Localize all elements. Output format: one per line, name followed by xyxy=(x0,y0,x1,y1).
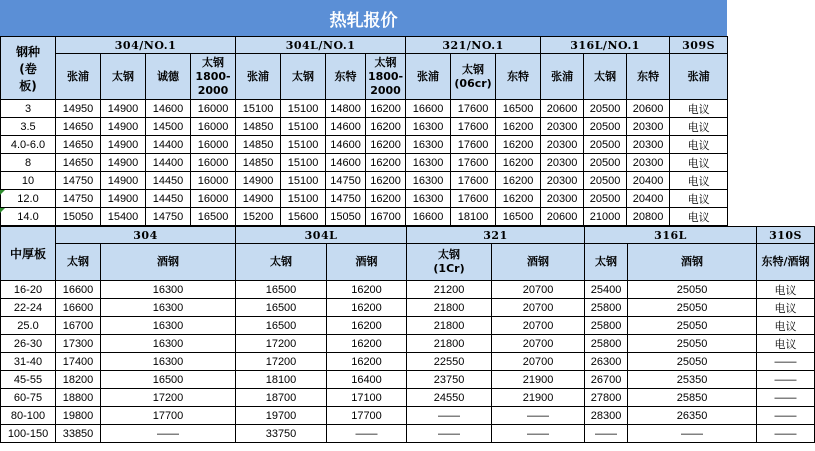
price-cell: 16700 xyxy=(366,208,406,226)
price-cell: 14600 xyxy=(326,154,366,172)
price-cell: 17700 xyxy=(327,407,407,425)
mill-header: 酒钢 xyxy=(101,244,236,281)
mill-header: 诚德 xyxy=(146,54,191,100)
thickness-label: 3.5 xyxy=(1,118,56,136)
price-cell: 18700 xyxy=(236,389,327,407)
thickness-label: 60-75 xyxy=(1,389,56,407)
price-cell: 16600 xyxy=(406,208,451,226)
thickness-label: 45-55 xyxy=(1,371,56,389)
price-cell: 21000 xyxy=(584,208,627,226)
grade-header: 304L/NO.1 xyxy=(236,37,406,54)
price-cell: 16500 xyxy=(236,317,327,335)
price-cell: 25800 xyxy=(585,335,628,353)
price-cell: 16600 xyxy=(56,299,101,317)
price-cell: 16200 xyxy=(327,335,407,353)
mill-header: 张浦 xyxy=(670,54,728,100)
price-cell: 20400 xyxy=(627,172,670,190)
price-cell: 17200 xyxy=(236,335,327,353)
price-cell: 27800 xyxy=(585,389,628,407)
corner-header: 中厚板 xyxy=(1,227,56,281)
price-cell: 14600 xyxy=(326,136,366,154)
price-cell: 14800 xyxy=(326,100,366,118)
price-cell: 16300 xyxy=(101,353,236,371)
price-cell: 20500 xyxy=(584,154,627,172)
price-cell: 20700 xyxy=(492,317,585,335)
price-cell: 16500 xyxy=(101,371,236,389)
price-cell: 28300 xyxy=(585,407,628,425)
mill-header: 东特 xyxy=(627,54,670,100)
price-cell: 15100 xyxy=(236,100,281,118)
price-cell: 14900 xyxy=(101,154,146,172)
price-cell: 20300 xyxy=(541,190,584,208)
price-cell: 20600 xyxy=(541,208,584,226)
price-cell: 25050 xyxy=(628,281,757,299)
price-cell: 14750 xyxy=(56,172,101,190)
price-cell: 16000 xyxy=(191,118,236,136)
price-cell: 16200 xyxy=(496,172,541,190)
price-cell: 20500 xyxy=(584,118,627,136)
price-cell: 电议 xyxy=(670,190,728,208)
price-cell: 33850 xyxy=(56,425,101,443)
table-row xyxy=(1,208,728,226)
corner-header: 钢种 (卷 板) xyxy=(1,37,56,100)
table-row xyxy=(1,407,815,425)
price-cell: 17300 xyxy=(56,335,101,353)
price-cell: 25050 xyxy=(628,299,757,317)
table-row xyxy=(1,118,728,136)
price-cell: 16000 xyxy=(191,100,236,118)
price-cell: 19800 xyxy=(56,407,101,425)
table-row xyxy=(1,299,815,317)
table-row xyxy=(1,317,815,335)
price-cell: 15100 xyxy=(281,100,326,118)
mill-header: 太钢 xyxy=(236,244,327,281)
price-cell: 16600 xyxy=(406,100,451,118)
mill-header: 张浦 xyxy=(406,54,451,100)
price-cell: 电议 xyxy=(670,118,728,136)
price-cell: 14850 xyxy=(236,136,281,154)
price-cell: 电议 xyxy=(757,335,815,353)
price-cell: 16000 xyxy=(191,154,236,172)
grade-header: 310S xyxy=(757,227,815,244)
price-cell: 16500 xyxy=(496,100,541,118)
price-cell: 20700 xyxy=(492,335,585,353)
price-cell: 17600 xyxy=(451,100,496,118)
price-cell: 20700 xyxy=(492,281,585,299)
price-cell: 25050 xyxy=(628,335,757,353)
price-cell: 16500 xyxy=(496,208,541,226)
price-cell: 20500 xyxy=(584,136,627,154)
mill-header: 太钢 1800- 2000 xyxy=(191,54,236,100)
price-cell: 33750 xyxy=(236,425,327,443)
price-cell: 26700 xyxy=(585,371,628,389)
sheet-title: 热轧报价 xyxy=(0,0,727,36)
price-cell: 14450 xyxy=(146,172,191,190)
price-cell: 14900 xyxy=(236,172,281,190)
grade-header: 304L xyxy=(236,227,407,244)
price-cell: 16200 xyxy=(496,118,541,136)
price-cell: 16300 xyxy=(101,317,236,335)
price-cell: 20800 xyxy=(627,208,670,226)
mill-header: 东特 xyxy=(326,54,366,100)
table-row xyxy=(1,425,815,443)
price-cell: 20300 xyxy=(541,154,584,172)
price-cell: 16200 xyxy=(496,190,541,208)
grade-header: 321 xyxy=(407,227,585,244)
price-cell: 20600 xyxy=(627,100,670,118)
price-cell: 15600 xyxy=(281,208,326,226)
price-cell: 16500 xyxy=(191,208,236,226)
price-cell: 16000 xyxy=(191,172,236,190)
price-cell: 电议 xyxy=(757,281,815,299)
price-cell: 14900 xyxy=(101,118,146,136)
price-cell: 15100 xyxy=(281,154,326,172)
price-cell: 16300 xyxy=(101,335,236,353)
grade-header: 316L xyxy=(585,227,757,244)
price-cell: 14750 xyxy=(146,208,191,226)
price-cell: 24550 xyxy=(407,389,492,407)
price-cell: —— xyxy=(757,389,815,407)
price-cell: 16200 xyxy=(366,190,406,208)
price-cell: 23750 xyxy=(407,371,492,389)
price-cell: 19700 xyxy=(236,407,327,425)
price-cell: 17400 xyxy=(56,353,101,371)
price-cell: 16200 xyxy=(327,353,407,371)
price-cell: 15100 xyxy=(281,190,326,208)
price-cell: 20300 xyxy=(541,136,584,154)
price-cell: 16300 xyxy=(406,136,451,154)
table-row xyxy=(1,335,815,353)
table-row xyxy=(1,389,815,407)
price-cell: 16200 xyxy=(366,154,406,172)
mill-header: 太钢 xyxy=(281,54,326,100)
price-cell: 17200 xyxy=(236,353,327,371)
price-cell: 21800 xyxy=(407,335,492,353)
price-cell: —— xyxy=(492,425,585,443)
price-cell: 14650 xyxy=(56,136,101,154)
price-cell: 16300 xyxy=(101,299,236,317)
price-cell: 16200 xyxy=(366,136,406,154)
price-cell: 20500 xyxy=(584,172,627,190)
thickness-label: 16-20 xyxy=(1,281,56,299)
price-cell: 17600 xyxy=(451,136,496,154)
mill-header: 太钢 xyxy=(585,244,628,281)
price-cell: 20300 xyxy=(627,118,670,136)
price-cell: 20400 xyxy=(627,190,670,208)
price-cell: 15200 xyxy=(236,208,281,226)
table-row xyxy=(1,136,728,154)
mill-header: 酒钢 xyxy=(327,244,407,281)
price-cell: 20500 xyxy=(584,190,627,208)
thickness-label: 31-40 xyxy=(1,353,56,371)
mill-header: 张浦 xyxy=(56,54,101,100)
price-cell: 17100 xyxy=(327,389,407,407)
mill-header: 太钢 (06cr) xyxy=(451,54,496,100)
price-cell: 20600 xyxy=(541,100,584,118)
price-cell: 14850 xyxy=(236,118,281,136)
price-cell: 16200 xyxy=(366,172,406,190)
price-cell: 15400 xyxy=(101,208,146,226)
price-cell: 16200 xyxy=(327,317,407,335)
price-cell: 16300 xyxy=(406,172,451,190)
price-cell: 26300 xyxy=(585,353,628,371)
price-cell: —— xyxy=(101,425,236,443)
price-cell: 17600 xyxy=(451,190,496,208)
price-cell: 16500 xyxy=(236,299,327,317)
price-cell: 25400 xyxy=(585,281,628,299)
thickness-label: 26-30 xyxy=(1,335,56,353)
price-cell: 16300 xyxy=(101,281,236,299)
hot-rolled-table xyxy=(0,36,728,226)
mill-header: 张浦 xyxy=(236,54,281,100)
price-cell: 16300 xyxy=(406,118,451,136)
price-cell: 16000 xyxy=(191,136,236,154)
price-cell: 14400 xyxy=(146,136,191,154)
price-cell: 25050 xyxy=(628,353,757,371)
grade-header: 321/NO.1 xyxy=(406,37,541,54)
price-cell: 18800 xyxy=(56,389,101,407)
price-cell: 16200 xyxy=(327,299,407,317)
price-cell: 18100 xyxy=(236,371,327,389)
price-cell: 20700 xyxy=(492,299,585,317)
price-cell: 20300 xyxy=(541,172,584,190)
thickness-label: 100-150 xyxy=(1,425,56,443)
price-cell: 16400 xyxy=(327,371,407,389)
price-cell: 21900 xyxy=(492,389,585,407)
price-cell: 16200 xyxy=(327,281,407,299)
mill-header: 酒钢 xyxy=(492,244,585,281)
table-row xyxy=(1,172,728,190)
price-cell: 14900 xyxy=(101,172,146,190)
price-cell: 18200 xyxy=(56,371,101,389)
grade-header: 316L/NO.1 xyxy=(541,37,670,54)
price-cell: 25850 xyxy=(628,389,757,407)
medium-plate-table xyxy=(0,226,815,443)
thickness-label: 25.0 xyxy=(1,317,56,335)
price-cell: 25800 xyxy=(585,317,628,335)
mill-header: 太钢 xyxy=(101,54,146,100)
price-cell: 15100 xyxy=(281,172,326,190)
table-row xyxy=(1,154,728,172)
price-cell: 14750 xyxy=(326,190,366,208)
thickness-label: 8 xyxy=(1,154,56,172)
price-cell: 20700 xyxy=(492,353,585,371)
price-cell: 14750 xyxy=(56,190,101,208)
price-cell: 14900 xyxy=(101,100,146,118)
thickness-label: 12.0 xyxy=(1,190,56,208)
price-cell: 14750 xyxy=(326,172,366,190)
price-cell: 17600 xyxy=(451,118,496,136)
price-cell: —— xyxy=(757,425,815,443)
thickness-label: 4.0-6.0 xyxy=(1,136,56,154)
price-cell: 16200 xyxy=(496,136,541,154)
price-cell: 14650 xyxy=(56,154,101,172)
mill-header: 酒钢 xyxy=(628,244,757,281)
price-cell: 电议 xyxy=(670,154,728,172)
price-cell: 电议 xyxy=(670,172,728,190)
price-cell: —— xyxy=(757,407,815,425)
thickness-label: 3 xyxy=(1,100,56,118)
table-row xyxy=(1,100,728,118)
mill-header: 太钢 xyxy=(584,54,627,100)
price-cell: 14900 xyxy=(236,190,281,208)
price-cell: 16200 xyxy=(366,118,406,136)
price-cell: 14600 xyxy=(326,118,366,136)
price-cell: 20300 xyxy=(627,154,670,172)
price-cell: —— xyxy=(492,407,585,425)
price-cell: 15100 xyxy=(281,136,326,154)
price-cell: 14650 xyxy=(56,118,101,136)
table-row xyxy=(1,281,815,299)
price-cell: 22550 xyxy=(407,353,492,371)
price-cell: —— xyxy=(757,371,815,389)
mill-header: 东特/酒钢 xyxy=(757,244,815,281)
price-cell: 14850 xyxy=(236,154,281,172)
price-cell: —— xyxy=(407,407,492,425)
grade-header: 309S xyxy=(670,37,728,54)
price-cell: 16000 xyxy=(191,190,236,208)
price-cell: 16300 xyxy=(406,154,451,172)
price-cell: —— xyxy=(628,425,757,443)
price-cell: 20300 xyxy=(627,136,670,154)
price-cell: 17600 xyxy=(451,154,496,172)
mill-header: 东特 xyxy=(496,54,541,100)
price-cell: 20300 xyxy=(541,118,584,136)
price-cell: —— xyxy=(757,353,815,371)
price-cell: 16500 xyxy=(236,281,327,299)
price-cell: 14950 xyxy=(56,100,101,118)
price-cell: —— xyxy=(327,425,407,443)
price-cell: 14450 xyxy=(146,190,191,208)
price-cell: 21800 xyxy=(407,299,492,317)
price-cell: 21200 xyxy=(407,281,492,299)
price-cell: 电议 xyxy=(757,317,815,335)
price-cell: 电议 xyxy=(757,299,815,317)
table-row xyxy=(1,371,815,389)
price-cell: 25050 xyxy=(628,317,757,335)
price-cell: 21800 xyxy=(407,317,492,335)
price-cell: 21900 xyxy=(492,371,585,389)
price-cell: —— xyxy=(407,425,492,443)
mill-header: 太钢 1800- 2000 xyxy=(366,54,406,100)
comment-marker-icon xyxy=(0,190,5,195)
price-cell: 17700 xyxy=(101,407,236,425)
price-cell: 16200 xyxy=(496,154,541,172)
price-cell: 16600 xyxy=(56,281,101,299)
price-cell: 电议 xyxy=(670,136,728,154)
price-cell: 26350 xyxy=(628,407,757,425)
table-row xyxy=(1,353,815,371)
grade-header: 304 xyxy=(56,227,236,244)
table-row xyxy=(1,190,728,208)
mill-header: 太钢 (1Cr) xyxy=(407,244,492,281)
price-cell: 14900 xyxy=(101,190,146,208)
thickness-label: 14.0 xyxy=(1,208,56,226)
price-cell: 16300 xyxy=(406,190,451,208)
thickness-label: 80-100 xyxy=(1,407,56,425)
price-cell: 16200 xyxy=(366,100,406,118)
price-cell: 15050 xyxy=(56,208,101,226)
price-cell: 14900 xyxy=(101,136,146,154)
price-cell: 17200 xyxy=(101,389,236,407)
price-cell: 16700 xyxy=(56,317,101,335)
grade-header: 304/NO.1 xyxy=(56,37,236,54)
price-cell: 14600 xyxy=(146,100,191,118)
price-cell: 25350 xyxy=(628,371,757,389)
price-cell: 电议 xyxy=(670,100,728,118)
price-cell: 18100 xyxy=(451,208,496,226)
price-cell: —— xyxy=(585,425,628,443)
price-cell: 20500 xyxy=(584,100,627,118)
price-cell: 17600 xyxy=(451,172,496,190)
price-cell: 15100 xyxy=(281,118,326,136)
price-cell: 15050 xyxy=(326,208,366,226)
mill-header: 太钢 xyxy=(56,244,101,281)
price-cell: 14400 xyxy=(146,154,191,172)
price-cell: 电议 xyxy=(670,208,728,226)
mill-header: 张浦 xyxy=(541,54,584,100)
price-cell: 25800 xyxy=(585,299,628,317)
price-cell: 14500 xyxy=(146,118,191,136)
thickness-label: 22-24 xyxy=(1,299,56,317)
thickness-label: 10 xyxy=(1,172,56,190)
comment-marker-icon xyxy=(0,208,5,213)
